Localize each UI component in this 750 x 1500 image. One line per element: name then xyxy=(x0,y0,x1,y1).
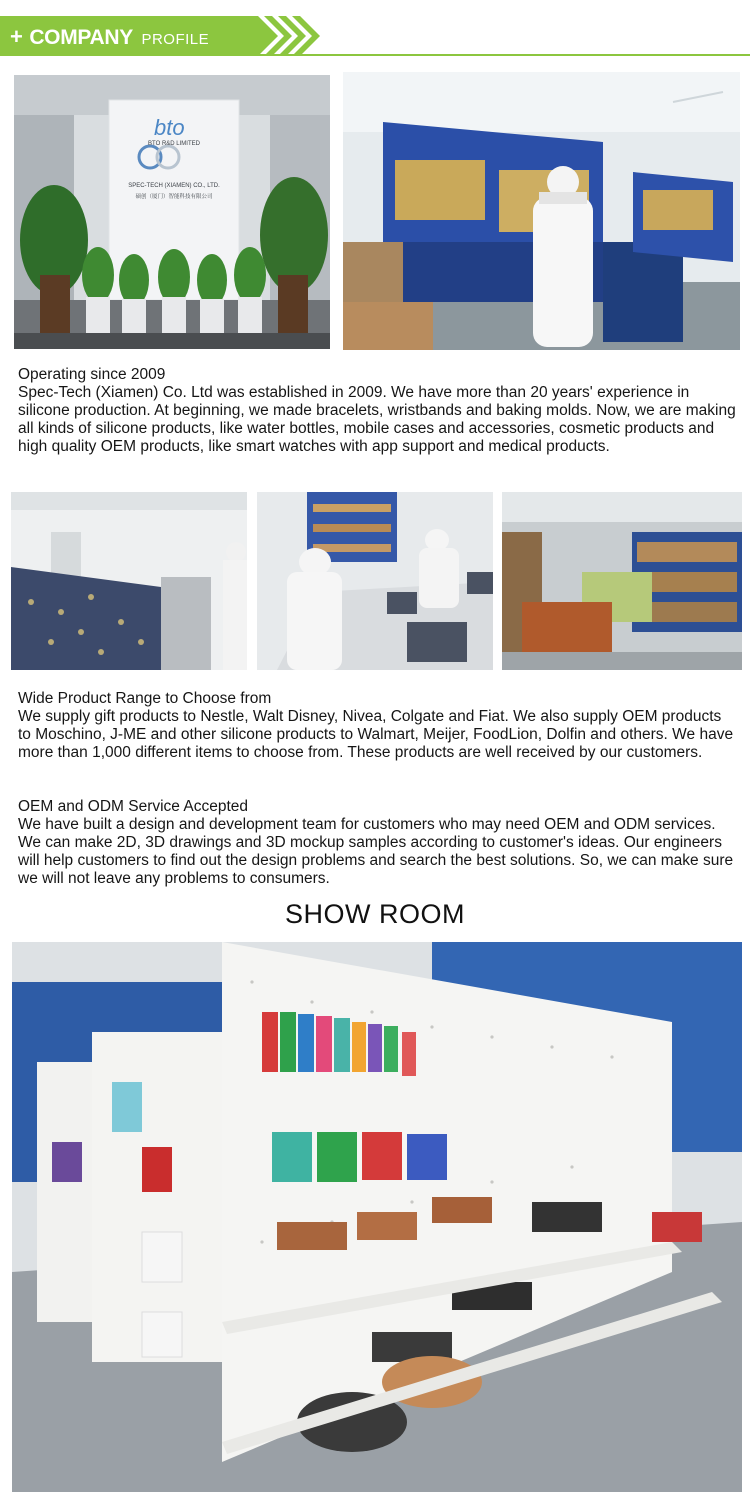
section-body: We have built a design and development team for customers who may need OEM and ODM services. We can make 2D, 3D drawings and 3D mockup samples according to customer's ideas. Our engineers will help customers to find out the design problems and search the best solutions. So, we can make sure we will not leave any problems to consumers. xyxy=(18,815,734,887)
header-title xyxy=(10,23,209,51)
section-oem-odm xyxy=(18,798,738,888)
warehouse-photo xyxy=(502,492,742,670)
section-header-banner xyxy=(0,0,750,56)
lobby-company-line-2: SPEC-TECH (XIAMEN) CO., LTD. xyxy=(128,183,220,189)
lobby-company-line-1: BTO R&D LIMITED xyxy=(148,141,200,147)
section-operating-since xyxy=(18,366,738,456)
header-underline xyxy=(0,54,750,56)
header-stripes-decoration xyxy=(240,16,322,56)
section-title: Wide Product Range to Choose from xyxy=(18,690,272,707)
lobby-photo xyxy=(14,75,330,349)
laser-room-photo xyxy=(343,72,740,350)
lobby-company-line-3: 硕创（厦门）智能科技有限公司 xyxy=(135,194,213,200)
section-title: Operating since 2009 xyxy=(18,366,166,383)
section-title: OEM and ODM Service Accepted xyxy=(18,798,249,815)
showroom-photo xyxy=(12,942,742,1492)
header-title-light: PROFILE xyxy=(141,31,210,48)
section-body: We supply gift products to Nestle, Walt Disney, Nivea, Colgate and Fiat. We also supply OEM products to Moschino, J-ME and other silicone products to Walmart, Meijer, FoodLion, Dolfin and others. We have more than 1,000 different items to choose from. These products are well received by our customers. xyxy=(18,707,734,761)
section-product-range xyxy=(18,690,738,762)
plus-icon: + xyxy=(10,24,23,49)
cutting-room-photo xyxy=(257,492,493,670)
section-body: Spec-Tech (Xiamen) Co. Ltd was established in 2009. We have more than 20 years' experience in silicone production. At beginning, we made bracelets, wristbands and baking molds. Now, we are making all kinds of silicone products, like water bottles, mobile cases and accessories, cosmetic products and high quality OEM products, like smart watches with app support and medical products. xyxy=(18,383,736,455)
showroom-title: SHOW ROOM xyxy=(285,899,465,929)
lobby-logo-mark xyxy=(148,149,200,150)
lobby-logo-text: bto xyxy=(154,115,185,140)
header-title-strong: COMPANY xyxy=(29,26,133,49)
printing-room-photo xyxy=(11,492,247,670)
